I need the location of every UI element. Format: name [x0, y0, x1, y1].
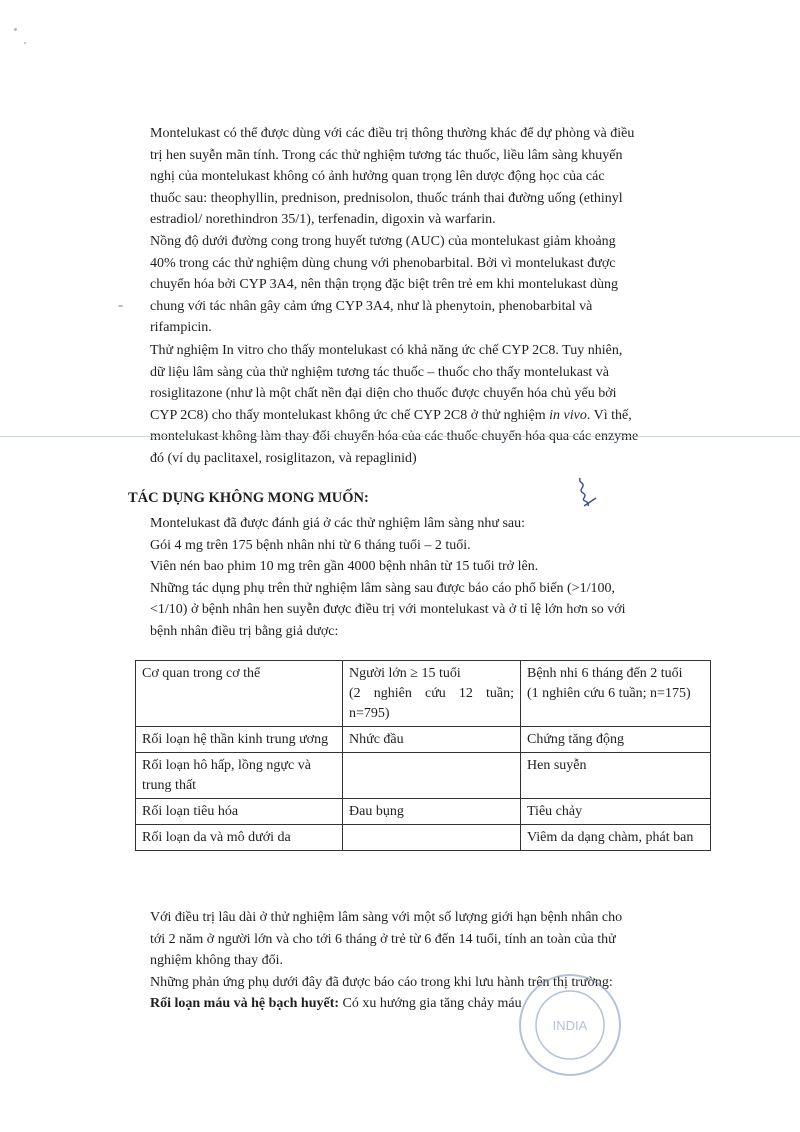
text-line: 40% trong các thử nghiệm dùng chung với phenobarbital. Bởi vì montelukast được [150, 255, 616, 271]
scan-fold-line [0, 436, 800, 437]
scan-speck [14, 28, 17, 31]
scan-speck [24, 42, 26, 44]
interaction-paragraph-3 [150, 340, 708, 469]
text-line: Thử nghiệm In vitro cho thấy montelukast có khả năng ức chế CYP 2C8. Tuy nhiên, [150, 343, 623, 358]
adverse-intro [150, 513, 708, 642]
table-cell: Hen suyễn [521, 753, 711, 799]
column-title: Người lớn ≥ 15 tuổi [349, 666, 461, 681]
table-cell: Rối loạn tiêu hóa [136, 799, 343, 825]
text-line: tới 2 năm ở người lớn và cho tới 6 tháng ở trẻ từ 6 đến 14 tuổi, tính an toàn của thử [150, 931, 616, 947]
table-cell: Chứng tăng động [521, 727, 711, 753]
column-title: Bệnh nhi 6 tháng đến 2 tuổi [527, 666, 683, 681]
table-cell [343, 661, 521, 727]
text-line: bệnh nhân điều trị bằng giả dược: [150, 623, 339, 639]
table-row [136, 727, 711, 753]
table-header-row [136, 661, 711, 727]
table-cell: Viêm da dạng chàm, phát ban [521, 825, 711, 851]
text-line: rifampicin. [150, 320, 212, 335]
text-line: <1/10) ở bệnh nhân hen suyễn được điều trị với montelukast và ở tỉ lệ lớn hơn so với [150, 602, 626, 617]
text-line: nghị của montelukast không có ảnh hưởng quan trọng lên dược động học của các [150, 169, 605, 184]
table-cell: Nhức đầu [343, 727, 521, 753]
text-line: estradiol/ norethindron 35/1), terfenadin, digoxin và warfarin. [150, 212, 496, 227]
section-heading: TÁC DỤNG KHÔNG MONG MUỐN: [128, 490, 369, 506]
table-row [136, 825, 711, 851]
text-line: Những tác dụng phụ trên thử nghiệm lâm sàng sau được báo cáo phổ biến (>1/100, [150, 580, 615, 596]
interaction-paragraph-2 [150, 231, 708, 339]
table-cell [343, 825, 521, 851]
text-line: montelukast không làm thay đổi chuyển hóa của các thuốc chuyển hóa qua các enzyme [150, 429, 639, 444]
text-fragment: CYP 2C8) cho thấy montelukast không ức chế CYP 2C8 ở thử nghiệm [150, 407, 550, 423]
text-line: thuốc sau: theophyllin, prednison, prednisolon, thuốc tránh thai đường uống (ethinyl [150, 190, 623, 206]
text-line: Gói 4 mg trên 175 bệnh nhân nhi từ 6 tháng tuổi – 2 tuổi. [150, 537, 471, 553]
stamp-text: INDIA [552, 1018, 588, 1033]
table-row [136, 799, 711, 825]
column-detail: (2 nghiên cứu 12 tuần; n=795) [349, 686, 514, 721]
blood-disorder-label: Rối loạn máu và hệ bạch huyết: [150, 996, 340, 1011]
text-line: chung với tác nhân gây cảm ứng CYP 3A4, như là phenytoin, phenobarbital và [150, 298, 593, 314]
text-line: đó (ví dụ paclitaxel, rosiglitazon, và repaglinid) [150, 450, 417, 466]
table-row [136, 753, 711, 799]
text-line: rosiglitazone (như là một chất nền đại diện cho thuốc được chuyển hóa chủ yếu bởi [150, 386, 617, 401]
table-cell: Cơ quan trong cơ thể [136, 661, 343, 727]
table-cell: Tiêu chảy [521, 799, 711, 825]
interaction-paragraph-1 [150, 123, 708, 231]
table-cell: Rối loạn da và mô dưới da [136, 825, 343, 851]
table-cell: Đau bụng [343, 799, 521, 825]
table-cell: Rối loạn hô hấp, lồng ngực và trung thất [136, 753, 343, 799]
table-cell: Rối loạn hệ thần kinh trung ương [136, 727, 343, 753]
scan-speck [118, 305, 123, 307]
table-cell [343, 753, 521, 799]
text-line: Viên nén bao phim 10 mg trên gần 4000 bệnh nhân từ 15 tuổi trở lên. [150, 559, 539, 574]
column-detail: (1 nghiên cứu 6 tuần; n=175) [527, 686, 691, 701]
text-line: chuyển hóa bởi CYP 3A4, nên thận trọng đặc biệt trên trẻ em khi montelukast dùng [150, 277, 619, 292]
in-vivo-italic: in vivo [549, 407, 587, 423]
text-line: Montelukast đã được đánh giá ở các thử nghiệm lâm sàng như sau: [150, 516, 526, 531]
signature-mark-icon [566, 476, 606, 516]
table-cell [521, 661, 711, 727]
text-line: Với điều trị lâu dài ở thử nghiệm lâm sàng với một số lượng giới hạn bệnh nhân cho [150, 910, 623, 925]
text-line: dữ liệu lâm sàng của thử nghiệm tương tác thuốc – thuốc cho thấy montelukast và [150, 364, 610, 380]
text-line: Montelukast có thể được dùng với các điều trị thông thường khác để dự phòng và điều [150, 126, 635, 141]
company-stamp [515, 970, 625, 1080]
text-line: nghiệm không thay đổi. [150, 953, 283, 968]
text-line [150, 405, 708, 427]
adverse-effects-table [135, 660, 711, 851]
blood-disorder-text: Có xu hướng gia tăng chảy máu [339, 996, 522, 1011]
text-fragment: . Vì thế, [586, 407, 632, 423]
text-line: Nồng độ dưới đường cong trong huyết tương (AUC) của montelukast giảm khoảng [150, 234, 616, 249]
text-line: trị hen suyễn mãn tính. Trong các thử nghiệm tương tác thuốc, liều lâm sàng khuyến [150, 147, 623, 163]
text-line: Những phản ứng phụ dưới đây đã được báo cáo trong khi lưu hành trên thị trường: [150, 974, 613, 990]
